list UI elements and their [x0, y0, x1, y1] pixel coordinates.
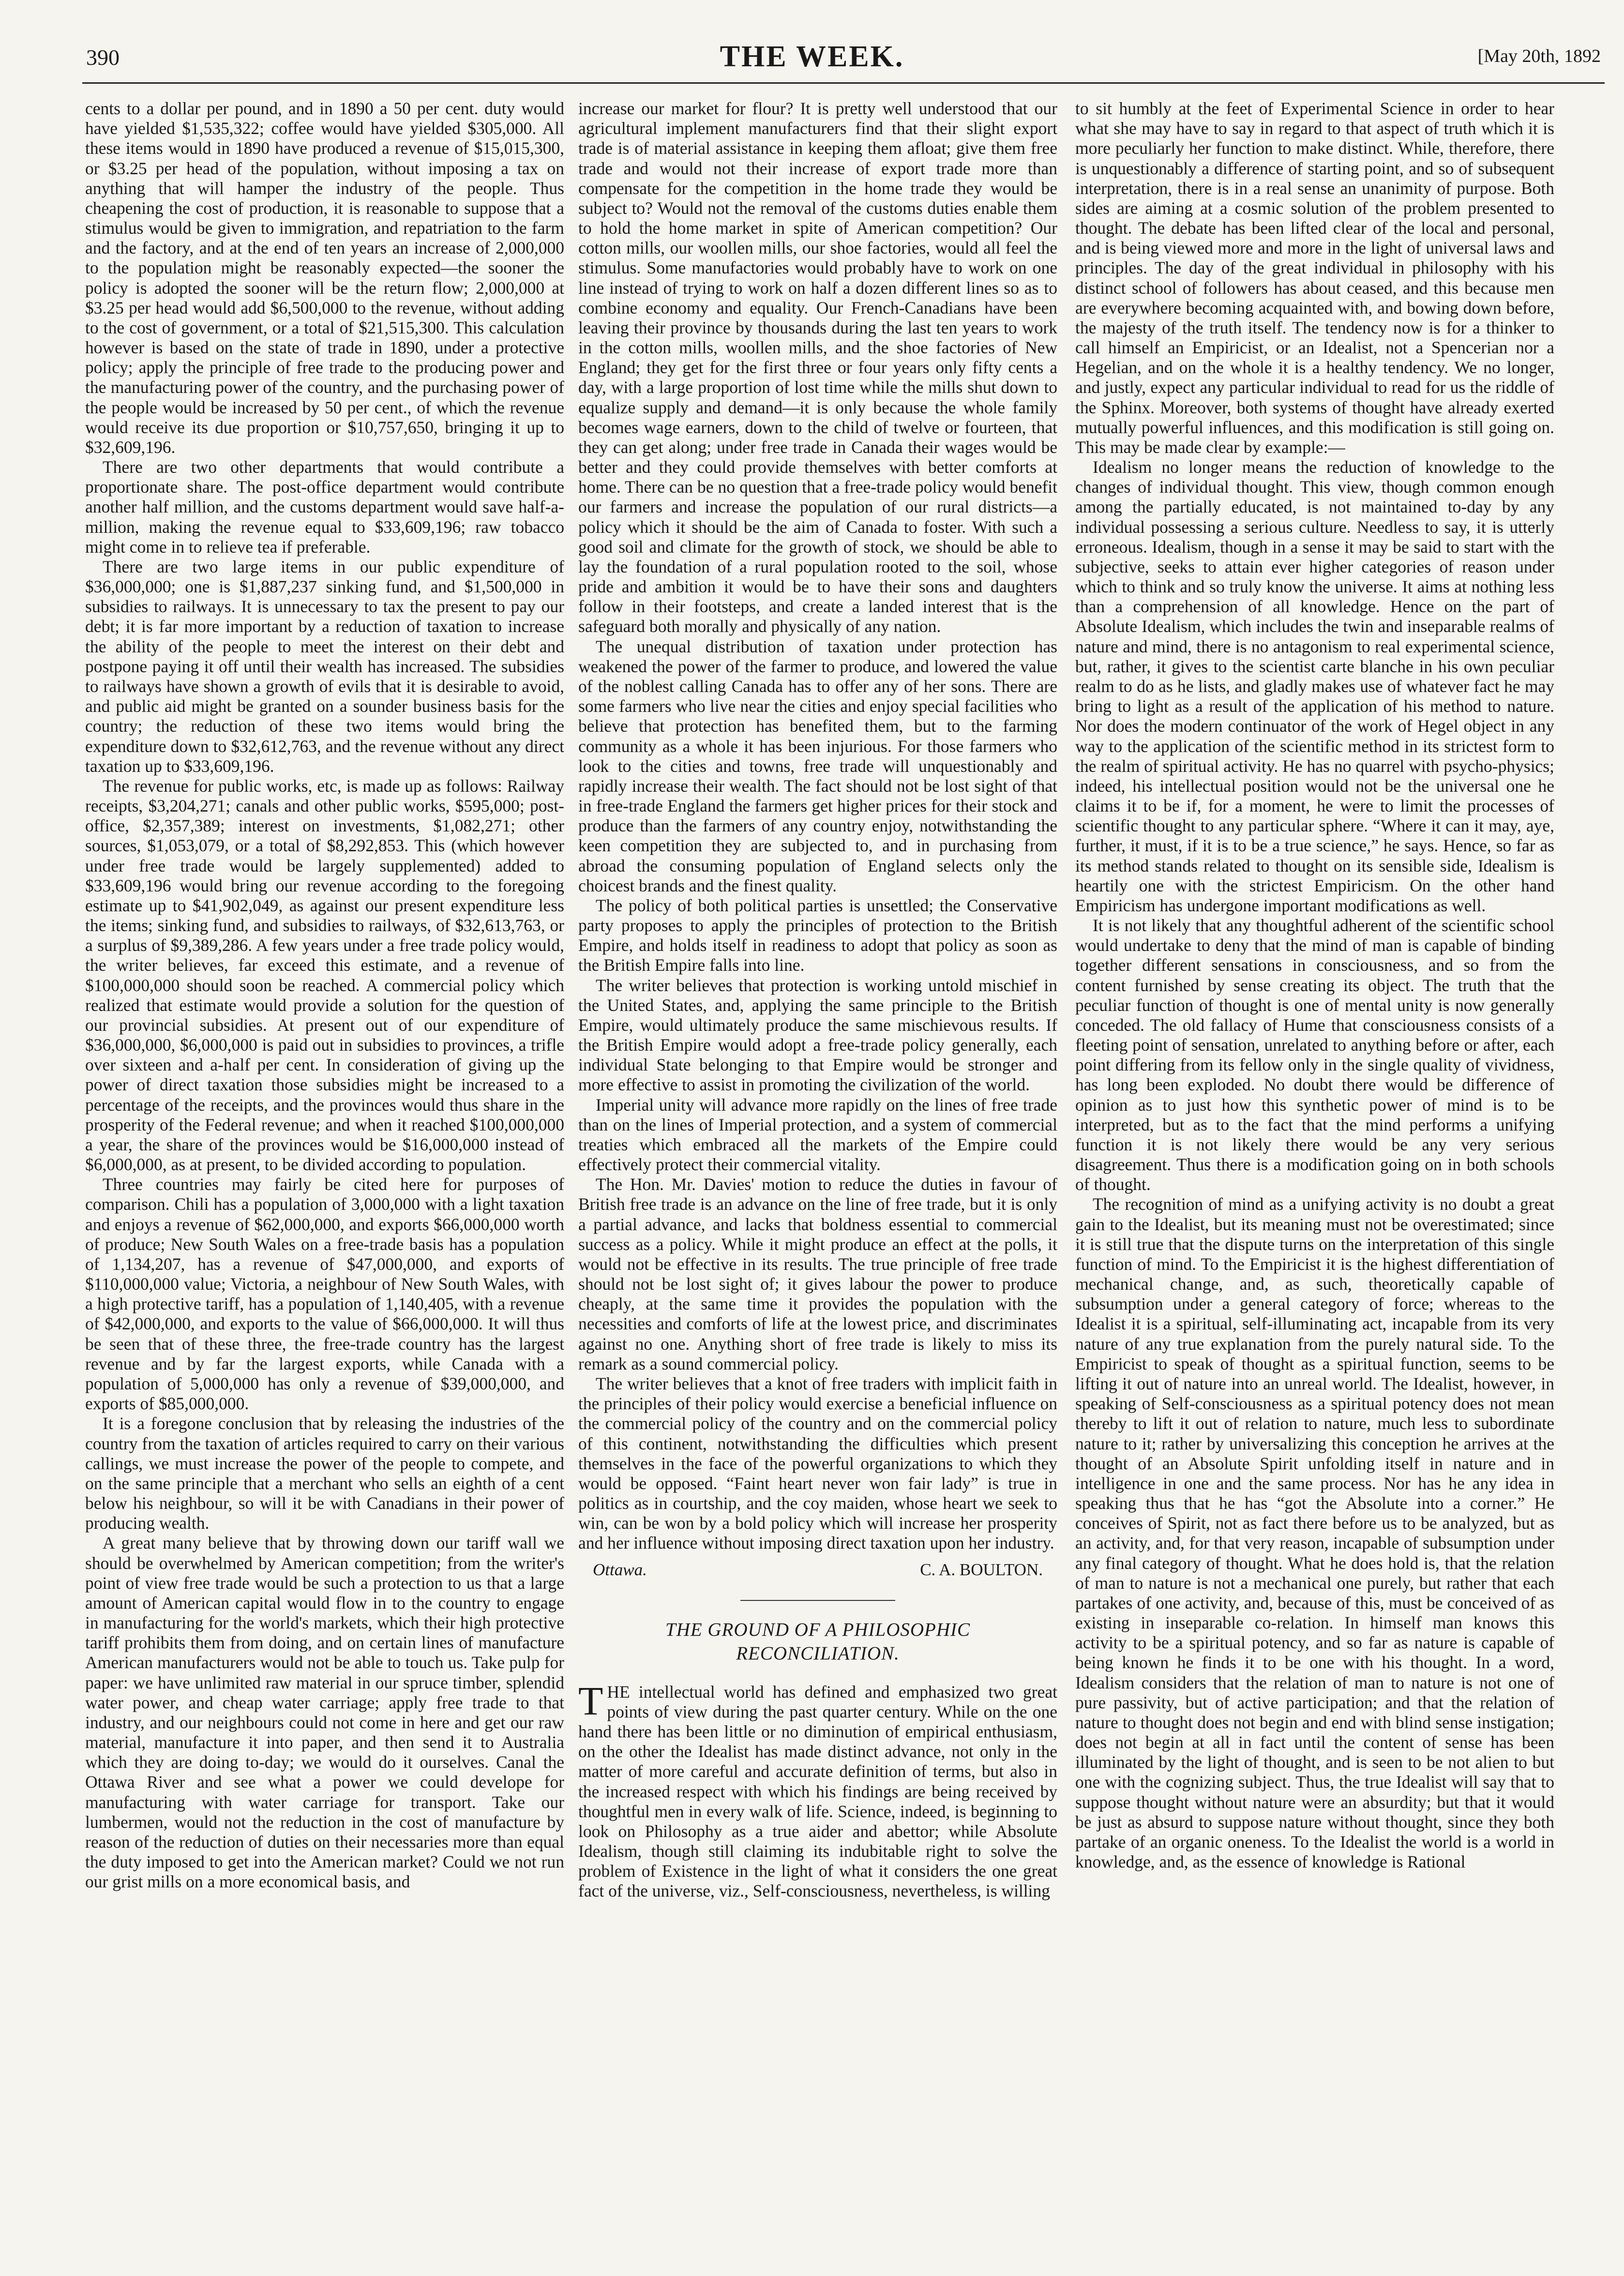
article-title: THE GROUND OF A PHILOSOPHIC RECONCILIATION.	[665, 1619, 971, 1664]
paragraph: It is not likely that any thoughtful adherent of the scientific school would undertake to deny that the mind of man is capable of binding together different sensations in consciousness, and so from the content furnished by sense creating its object. The truth that the peculiar function of thought is one of mental unity is now generally conceded. The old fallacy of Hume that consciousness consists of a fleeting point of sensation, unrelated to anything before or after, each point differing from its fellow only in the single quality of vividness, has long been exploded. No doubt there would be difference of opinion as to just how this synthetic power of mind is to be interpreted, but as to the fact that the mind performs a unifying function it is not likely there would be any very serious disagreement. Thus there is a modification going on in both schools of thought.	[1075, 916, 1554, 1194]
article-opening-paragraph	[578, 1678, 1057, 1901]
issue-date: [May 20th, 1892	[1477, 46, 1601, 66]
paragraph: It is a foregone conclusion that by releasing the industries of the country from the taxation of articles required to carry on their various callings, we must increase the power of the people to compete, and on the same principle that a merchant who sells an eighth of a cent below his neighbour, so will it be with Canadians in their power of producing wealth.	[85, 1414, 564, 1533]
signature-place: Ottawa.	[593, 1560, 647, 1579]
paragraph: There are two other departments that would contribute a proportionate share. The post-office department would contribute another half million, and the customs department would save half-a-million, making the revenue equal to $33,609,196; raw tobacco might come in to relieve tea if preferable.	[85, 457, 564, 557]
column-1	[85, 99, 564, 2247]
page-number: 390	[86, 45, 120, 70]
paragraph: Imperial unity will advance more rapidly on the lines of free trade than on the lines of Imperial protection, and a system of commercial treaties which embraced all the markets of the Empire could effectively protect their commercial vitality.	[578, 1095, 1057, 1175]
paragraph: The Hon. Mr. Davies' motion to reduce the duties in favour of British free trade is an advance on the line of free trade, but it is only a partial advance, and lacks that boldness essential to commercial success as a policy. While it might produce an effect at the polls, it would not be effective in its results. The true principle of free trade should not be lost sight of; it gives labour the power to produce cheaply, at the same time it provides the population with the necessities and comforts of life at the lowest price, and discriminates against no one. Anything short of free trade is likely to miss its remark as a sound commercial policy.	[578, 1175, 1057, 1373]
header-rule	[82, 82, 1605, 84]
column-3	[1075, 99, 1554, 2247]
paragraph: A great many believe that by throwing down our tariff wall we should be overwhelmed by American competition; from the writer's point of view free trade would be such a protection to us that a large amount of American capital would flow in to the country to engage in manufacturing for the world's markets, which their high protective tariff prohibits them from doing, and on certain lines of manufacture American manufacturers would not be able to touch us. Take pulp for paper: we have unlimited raw material in our spruce timber, splendid water power, and cheap water carriage; apply free trade to that industry, and our neighbours could not come in here and get our raw material, manufacture it into paper, and then send it to Australia which they are doing to-day; we would do it ourselves. Canal the Ottawa River and see what a power we could develope for manufacturing with water carriage for transport. Take our lumbermen, would not the reduction in the cost of manufacture by reason of the reduction of duties on their necessaries more than equal the duty imposed to get into the American market? Could we not run our grist mills on a more economical basis, and	[85, 1533, 564, 1892]
paragraph: increase our market for flour? It is pretty well understood that our agricultural implement manufacturers find that their slight export trade is of material assistance in keeping them afloat; give them free trade and would not their increase of export trade more than compensate for the competition in the home trade they would be subject to? Would not the removal of the customs duties enable them to hold the home market in spite of American competition? Our cotton mills, our woollen mills, our shoe factories, would all feel the stimulus. Some manufactories would probably have to work on one line instead of trying to work on half a dozen different lines so as to combine economy and equality. Our French-Canadians have been leaving their province by thousands during the last ten years to work in the cotton mills, woollen mills, and the shoe factories of New England; they get for the first three or four years only fifty cents a day, with a large proportion of lost time while the mills shut down to equalize supply and demand—it is only because the whole family becomes wage earners, down to the child of twelve or fourteen, that they can get along; under free trade in Canada their wages would be better and they could provide themselves with better comforts at home. There can be no question that a free-trade policy would benefit our farmers and increase the population of our rural districts—a policy which it should be the aim of Canada to foster. With such a good soil and climate for the growth of stock, we should be able to lay the foundation of a rural population rooted to the soil, whose pride and ambition it would be to have their sons and daughters follow in their footsteps, and create a landed interest that is the safeguard both morally and physically of any nation.	[578, 99, 1057, 636]
paragraph-text: HE intellectual world has defined and emphasized two great points of view during the past quarter century. While on the one hand there has been little or no diminution of empirical enthusiasm, on the other the Idealist has made distinct advance, not only in the matter of more careful and accurate definition of terms, but also in the increased respect with which his findings are being received by thoughtful men in every walk of life. Science, indeed, is beginning to look on Philosophy as a true aider and abettor; while Absolute Idealism, though still claiming its indubitable right to solve the problem of Existence in the light of what it considers the one great fact of the universe, viz., Self-consciousness, nevertheless, is willing	[578, 1682, 1057, 1901]
drop-cap: T	[578, 1678, 603, 1724]
paragraph: The writer believes that a knot of free traders with implicit faith in the principles of their policy would exercise a beneficial influence on the commercial policy of the country and on the commercial policy of this continent, notwithstanding the difficulties which present themselves in the face of the powerful organizations to which they would be opposed. “Faint heart never won fair lady” is true in politics as in courtship, and the coy maiden, whose heart we seek to win, can be won by a bold policy which will increase her prosperity and her influence without imposing direct taxation upon her industry.	[578, 1374, 1057, 1553]
paragraph: cents to a dollar per pound, and in 1890 a 50 per cent. duty would have yielded $1,535,322; coffee would have yielded $305,000. All these items would in 1890 have produced a revenue of $15,015,300, or $3.25 per head of the population, without imposing a tax on anything that will hamper the industry of the people. Thus cheapening the cost of production, it is reasonable to suppose that a stimulus would be given to immigration, and repatriation to the farm and the factory, and at the end of ten years an increase of 2,000,000 to the population might be reasonably expected—the sooner the policy is adopted the sooner will be the return flow; 2,000,000 at $3.25 per head would add $6,500,000 to the revenue, without adding to the cost of government, or a total of $21,515,300. This calculation however is based on the state of trade in 1890, under a protective policy; apply the principle of free trade to the producing power and the manufacturing power of the country, and the purchasing power of the people would be increased by 50 per cent., of which the revenue would receive its due proportion or $10,757,650, bringing it up to $32,609,196.	[85, 99, 564, 457]
signature-name: C. A. BOULTON.	[920, 1560, 1043, 1579]
paragraph: The writer believes that protection is working untold mischief in the United States, and, applying the same principle to the British Empire, would ultimately produce the same mischievous results. If the British Empire would adopt a free-trade policy generally, each individual State belonging to that Empire would be stronger and more effective to assist in promoting the civilization of the world.	[578, 975, 1057, 1095]
paragraph: Three countries may fairly be cited here for purposes of comparison. Chili has a population of 3,000,000 with a light taxation and enjoys a revenue of $62,000,000, and exports $66,000,000 worth of produce; New South Wales on a free-trade basis has a population of 1,134,207, has a revenue of $47,000,000, and exports of $110,000,000 value; Victoria, a neighbour of New South Wales, with a high protective tariff, has a population of 1,140,405, with a revenue of $42,000,000, and exports to the value of $66,000,000. It will thus be seen that of these three, the free-trade country has the largest revenue and by far the largest exports, while Canada with a population of 5,000,000 has only a revenue of $39,000,000, and exports of $85,000,000.	[85, 1175, 564, 1414]
paragraph: Idealism no longer means the reduction of knowledge to the changes of individual thought. This view, though common enough among the partially educated, is not maintained to-day by any individual possessing a serious culture. Needless to say, it is utterly erroneous. Idealism, though in a sense it may be said to start with the subjective, seeks to attain ever higher categories of reason under which to think and so truly know the universe. It aims at nothing less than a comprehension of all knowledge. Hence on the part of Absolute Idealism, which includes the twin and inseparable realms of nature and mind, there is no antagonism to real experimental science, but, rather, it gives to the scientist carte blanche in his own peculiar realm to do as he lists, and gladly makes use of whatever fact he may bring to light as a result of the application of his method to nature. Nor does the modern continuator of the work of Hegel object in any way to the application of the scientific method in its strictest form to the realm of spiritual activity. He has no quarrel with psycho-physics; indeed, his intellectual position would not be the universal one he claims it to be if, for a moment, he were to limit the processes of scientific thought to any particular sphere. “Where it can it may, aye, further, it must, if it is to be a true science,” he says. Hence, so far as its method stands related to thought on its sensible side, Idealism is heartily one with the strictest Empiricism. On the other hand Empiricism has undergone important modifications as well.	[1075, 457, 1554, 915]
page-header	[0, 0, 1624, 73]
paragraph: The unequal distribution of taxation under protection has weakened the power of the farmer to produce, and lowered the value of the noblest calling Canada has to offer any of her sons. There are some farmers who live near the cities and enjoy special facilities who believe that protection has benefited them, but to the farming community as a whole it has been injurious. For those farmers who look to the cities and towns, free trade will unquestionably and rapidly increase their wealth. The fact should not be lost sight of that in free-trade England the farmers get higher prices for their stock and produce than the farmers of any country enjoy, notwithstanding the keen competition they are subjected to, and in purchasing from abroad the consuming population of England selects only the choicest brands and the finest quality.	[578, 636, 1057, 895]
article-divider	[740, 1600, 895, 1601]
journal-title: THE WEEK.	[720, 40, 904, 73]
paragraph: The revenue for public works, etc, is made up as follows: Railway receipts, $3,204,271; canals and other public works, $595,000; post-office, $2,357,389; interest on investments, $1,082,271; other sources, $1,053,079, or a total of $8,292,853. This (which however under free trade would be largely supplemented) added to $33,609,196 would bring our revenue according to the foregoing estimate up to $41,902,049, as against our present expenditure less the items; sinking fund, and subsidies to railways, of $32,613,763, or a surplus of $9,389,286. A few years under a free trade policy would, the writer believes, far exceed this estimate, and a revenue of $100,000,000 should soon be reached. A commercial policy which realized that estimate would provide a solution for the question of our provincial subsidies. At present out of our expenditure of $36,000,000, $6,000,000 is paid out in subsidies to provinces, a trifle over sixteen and a-half per cent. In consideration of giving up the power of direct taxation those subsidies might be increased to a percentage of the receipts, and the provinces would thus share in the prosperity of the Federal revenue; and when it reached $100,000,000 a year, the share of the provinces would be $16,000,000 instead of $6,000,000, as at present, to be divided according to population.	[85, 776, 564, 1175]
paragraph: There are two large items in our public expenditure of $36,000,000; one is $1,887,237 sinking fund, and $1,500,000 in subsidies to railways. It is unnecessary to tax the present to pay our debt; it is far more important by a reduction of taxation to increase the ability of the people to meet the interest on their debt and postpone paying it off until their wealth has increased. The subsidies to railways have shown a growth of evils that it is desirable to avoid, and public aid might be granted on a sounder business basis for the country; the reduction of these two items would bring the expenditure down to $32,612,763, and the revenue without any direct taxation up to $33,609,196.	[85, 557, 564, 776]
paragraph: The policy of both political parties is unsettled; the Conservative party proposes to apply the principles of protection to the British Empire, and holds itself in readiness to adopt that policy as soon as the British Empire falls into line.	[578, 895, 1057, 975]
signature	[593, 1560, 1043, 1580]
column-2	[578, 99, 1057, 2247]
paragraph: to sit humbly at the feet of Experimental Science in order to hear what she may have to say in regard to that aspect of truth which it is more peculiarly her function to make distinct. While, therefore, there is unquestionably a difference of starting point, and so of subsequent interpretation, there is in a real sense an unanimity of purpose. Both sides are aiming at a cosmic solution of the problem presented to thought. The debate has been lifted clear of the local and personal, and is being viewed more and more in the light of universal laws and principles. The day of the great individual in philosophy with his distinct school of followers has about ceased, and this because men are everywhere becoming acquainted with, and bowing down before, the majesty of the truth itself. The tendency now is for a thinker to call himself an Empiricist, or an Idealist, not a Spencerian nor a Hegelian, and on the whole it is a healthy tendency. We no longer, and justly, expect any particular individual to read for us the riddle of the Sphinx. Moreover, both systems of thought have already exerted mutually powerful influences, and this modification is still going on. This may be made clear by example:—	[1075, 99, 1554, 457]
paragraph: The recognition of mind as a unifying activity is no doubt a great gain to the Idealist, but its meaning must not be overestimated; since it is still true that the dispute turns on the interpretation of this single function of mind. To the Empiricist it is the highest differentiation of mechanical change, and, as such, theoretically capable of subsumption under a general category of force; whereas to the Idealist it is a spiritual, self-illuminating act, incapable from its very nature of any true explanation from the purely natural side. To the Empiricist to speak of thought as a spiritual function, seems to be lifting it out of nature into an unreal world. The Idealist, however, in speaking of Self-consciousness as a spiritual potency does not mean thereby to lift it out of relation to nature, much less to subordinate nature to it; rather by universalizing this conception he arrives at the thought of an Absolute Spirit unfolding itself in nature and in intelligence in one and the same process. Nor has he any idea in speaking thus that he has “got the Absolute into a corner.” He conceives of Spirit, not as fact there before us to be analyzed, but as an activity, and, for that very reason, incapable of subsumption under any final category of thought. What he does hold is, that the relation of man to nature is not a mechanical one purely, but rather that each partakes of one activity, and, because of this, must be conceived of as existing in inseparable co-relation. In himself man knows this activity to be a spiritual potency, and so far as nature is capable of being known he finds it to be one with his thought. In a word, Idealism considers that the relation of man to nature is not one of pure passivity, but of active participation; and that the relation of nature to thought does not begin and end with blind sense instigation; does not begin at all in fact until the content of sense has been illuminated by the light of thought, and is seen to be not alien to but one with the cognizing subject. Thus, the true Idealist will say that to suppose thought without nature were an absurdity; but that it would be just as absurd to suppose nature without thought, since they both partake of an organic oneness. To the Idealist the world is a world in knowledge, and, as the essence of knowledge is Rational	[1075, 1194, 1554, 1872]
